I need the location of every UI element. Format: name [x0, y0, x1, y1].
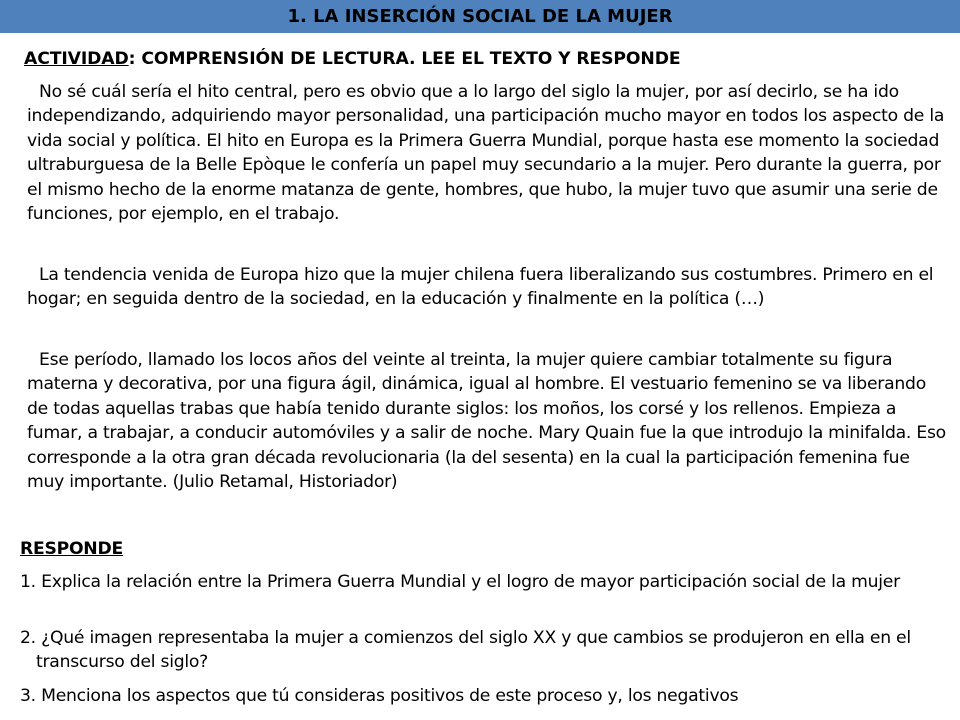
reading-paragraph-1: No sé cuál sería el hito central, pero es obvio que a lo largo del siglo la mujer, por así decirlo, se ha ido independizando, adquiriendo mayor personalidad, una participación mucho mayor en todos los aspecto de la vida social y política. El hito en Europa es la Primera Guerra Mundial, porque hasta ese momento la sociedad ultraburguesa de la Belle Epòque le confería un papel muy secundario a la mujer. Pero durante la guerra, por el mismo hecho de la enorme matanza de gente, hombres, que hubo, la mujer tuvo que asumir una serie de funciones, por ejemplo, en el trabajo.	[27, 82, 945, 225]
question-2: 2. ¿Qué imagen representaba la mujer a comienzos del siglo XX y que cambios se produjeron en ella en el transcurso del siglo?	[20, 628, 911, 672]
page-title: 1. LA INSERCIÓN SOCIAL DE LA MUJER	[287, 6, 673, 27]
reading-paragraph-3: Ese período, llamado los locos años del veinte al treinta, la mujer quiere cambiar totalmente su figura materna y decorativa, por una figura ágil, dinámica, igual al hombre. El vestuario femenino se va liberando de todas aquellas trabas que había tenido durante siglos: los moños, los corsé y los rellenos. Empieza a fumar, a trabajar, a conducir automóviles y a salir de noche. Mary Quain fue la que introdujo la minifalda. Eso corresponde a la otra gran década revolucionaria (la del sesenta) en la cual la participación femenina fue muy importante. (Julio Retamal, Historiador)	[27, 350, 946, 493]
responde-heading: RESPONDE	[20, 539, 123, 559]
activity-instruction: : COMPRENSIÓN DE LECTURA. LEE EL TEXTO Y RESPONDE	[128, 49, 681, 69]
question-1: 1. Explica la relación entre la Primera Guerra Mundial y el logro de mayor participación social de la mujer	[20, 572, 900, 592]
activity-label: ACTIVIDAD	[24, 49, 129, 69]
activity-heading	[24, 47, 681, 71]
question-3: 3. Menciona los aspectos que tú consideras positivos de este proceso y, los negativos	[20, 686, 739, 706]
reading-paragraph-2: La tendencia venida de Europa hizo que la mujer chilena fuera liberalizando sus costumbres. Primero en el hogar; en seguida dentro de la sociedad, en la educación y finalmente en la política (…)	[27, 265, 934, 310]
